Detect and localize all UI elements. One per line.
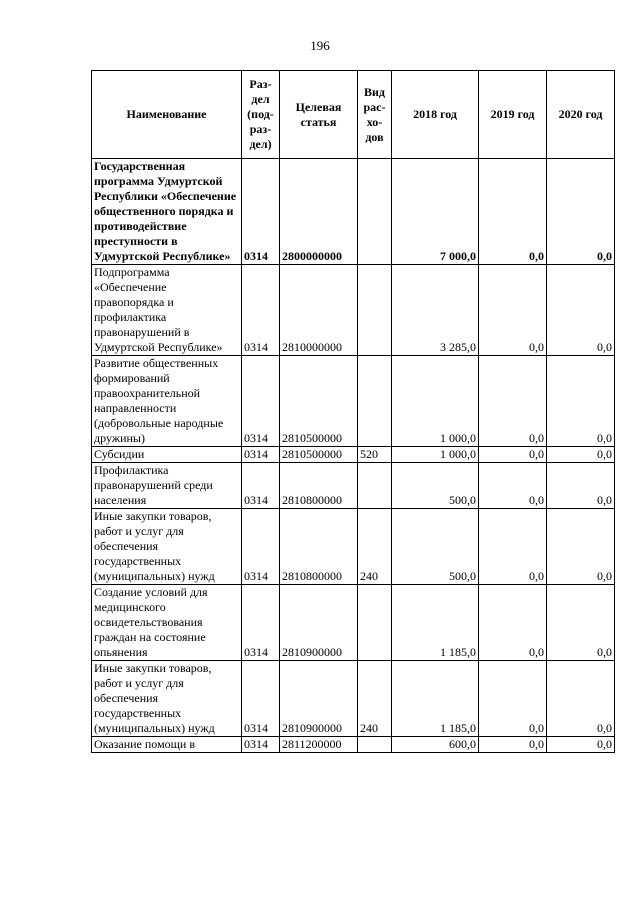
cell-target: 2811200000	[280, 737, 358, 753]
cell-vid	[358, 737, 392, 753]
cell-section: 0314	[242, 159, 280, 265]
cell-2020: 0,0	[547, 661, 615, 737]
cell-vid	[358, 463, 392, 509]
cell-2020: 0,0	[547, 585, 615, 661]
cell-target: 2810800000	[280, 509, 358, 585]
cell-2018: 3 285,0	[392, 265, 479, 356]
cell-2018: 500,0	[392, 509, 479, 585]
cell-name: Подпрограмма «Обеспечение правопорядка и профилактика правонарушений в Удмуртской Республике»	[92, 265, 242, 356]
cell-section: 0314	[242, 356, 280, 447]
cell-2018: 1 000,0	[392, 447, 479, 463]
header-vid: Вид рас- хо- дов	[358, 71, 392, 159]
cell-name: Оказание помощи в	[92, 737, 242, 753]
cell-section: 0314	[242, 265, 280, 356]
cell-2018: 500,0	[392, 463, 479, 509]
cell-section: 0314	[242, 509, 280, 585]
cell-vid: 520	[358, 447, 392, 463]
header-name: Наименование	[92, 71, 242, 159]
header-2020: 2020 год	[547, 71, 615, 159]
cell-target: 2810000000	[280, 265, 358, 356]
table-row	[92, 159, 615, 265]
cell-section: 0314	[242, 585, 280, 661]
cell-vid	[358, 585, 392, 661]
cell-2019: 0,0	[479, 585, 547, 661]
cell-2018: 1 000,0	[392, 356, 479, 447]
cell-target: 2810500000	[280, 447, 358, 463]
cell-2020: 0,0	[547, 265, 615, 356]
cell-vid	[358, 265, 392, 356]
header-2019: 2019 год	[479, 71, 547, 159]
cell-target: 2810900000	[280, 585, 358, 661]
cell-name: Профилактика правонарушений среди населения	[92, 463, 242, 509]
table-row	[92, 585, 615, 661]
table-body	[92, 159, 615, 753]
cell-section: 0314	[242, 447, 280, 463]
cell-name: Развитие общественных формирований правоохранительной направленности (добровольные народные дружины)	[92, 356, 242, 447]
header-2018: 2018 год	[392, 71, 479, 159]
cell-2019: 0,0	[479, 159, 547, 265]
cell-section: 0314	[242, 463, 280, 509]
cell-section: 0314	[242, 737, 280, 753]
cell-2020: 0,0	[547, 447, 615, 463]
cell-2019: 0,0	[479, 737, 547, 753]
cell-2020: 0,0	[547, 509, 615, 585]
cell-target: 2810500000	[280, 356, 358, 447]
cell-2019: 0,0	[479, 265, 547, 356]
table-row	[92, 356, 615, 447]
cell-2018: 1 185,0	[392, 661, 479, 737]
cell-2018: 1 185,0	[392, 585, 479, 661]
table-row	[92, 265, 615, 356]
cell-vid	[358, 159, 392, 265]
header-target: Целевая статья	[280, 71, 358, 159]
cell-2020: 0,0	[547, 737, 615, 753]
cell-vid: 240	[358, 661, 392, 737]
cell-name: Иные закупки товаров, работ и услуг для обеспечения государственных (муниципальных) нужд	[92, 509, 242, 585]
table-header-row	[92, 71, 615, 159]
cell-target: 2810900000	[280, 661, 358, 737]
cell-2019: 0,0	[479, 447, 547, 463]
cell-vid: 240	[358, 509, 392, 585]
cell-2020: 0,0	[547, 356, 615, 447]
cell-target: 2800000000	[280, 159, 358, 265]
cell-target: 2810800000	[280, 463, 358, 509]
cell-2019: 0,0	[479, 463, 547, 509]
budget-table	[91, 70, 615, 753]
table-row	[92, 737, 615, 753]
cell-name: Государственная программа Удмуртской Республики «Обеспечение общественного порядка и противодействие преступности в Удмуртской Республике»	[92, 159, 242, 265]
cell-2020: 0,0	[547, 463, 615, 509]
cell-vid	[358, 356, 392, 447]
cell-2019: 0,0	[479, 509, 547, 585]
header-section: Раз- дел (под- раз- дел)	[242, 71, 280, 159]
table-row	[92, 661, 615, 737]
table-row	[92, 447, 615, 463]
table-row	[92, 509, 615, 585]
cell-2020: 0,0	[547, 159, 615, 265]
table-row	[92, 463, 615, 509]
cell-name: Создание условий для медицинского освидетельствования граждан на состояние опьянения	[92, 585, 242, 661]
cell-2018: 600,0	[392, 737, 479, 753]
cell-name: Иные закупки товаров, работ и услуг для обеспечения государственных (муниципальных) нужд	[92, 661, 242, 737]
cell-2019: 0,0	[479, 356, 547, 447]
cell-section: 0314	[242, 661, 280, 737]
page-number: 196	[310, 38, 330, 53]
cell-2019: 0,0	[479, 661, 547, 737]
cell-name: Субсидии	[92, 447, 242, 463]
cell-2018: 7 000,0	[392, 159, 479, 265]
